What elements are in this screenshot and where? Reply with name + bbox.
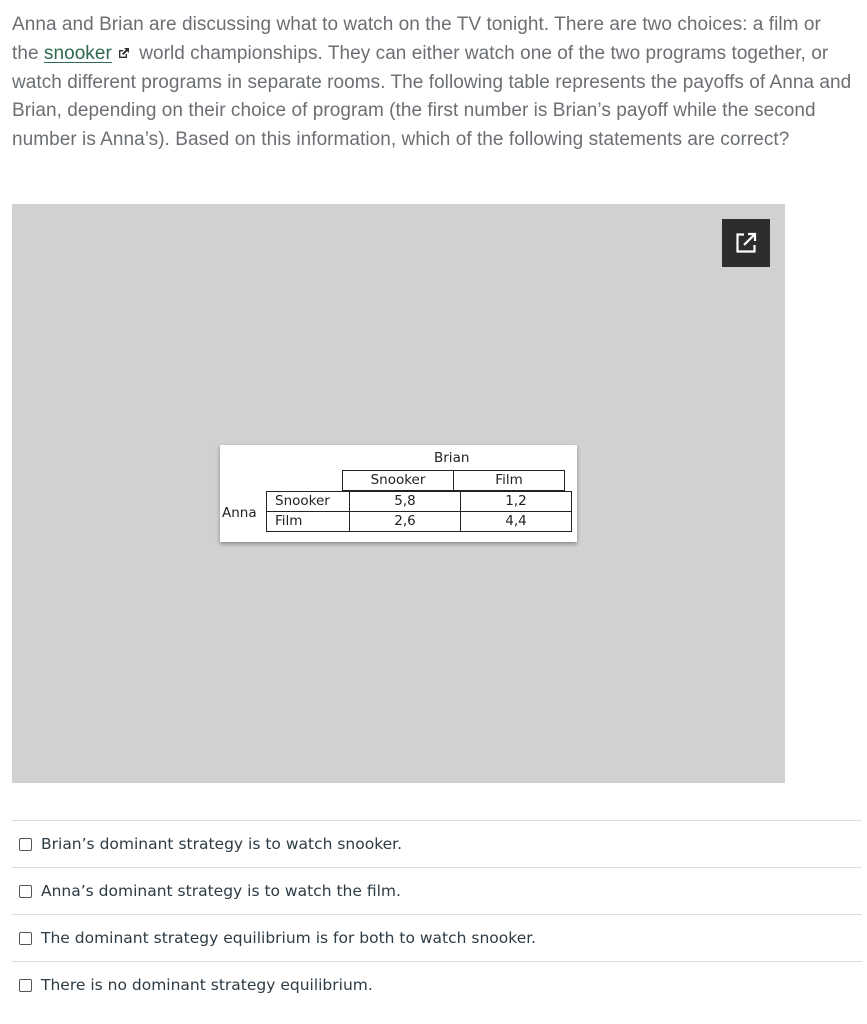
answer-option[interactable] [12, 868, 862, 915]
row-header: Snooker [267, 492, 350, 512]
answer-option[interactable] [12, 821, 862, 868]
column-player-label: Brian [434, 450, 470, 466]
answer-option-label: The dominant strategy equilibrium is for both to watch snooker. [41, 929, 537, 947]
table-row [267, 512, 572, 532]
payoff-header-table [342, 470, 565, 491]
answer-checkbox[interactable] [19, 838, 32, 851]
row-header: Film [267, 512, 350, 532]
answer-option-label: Brian’s dominant strategy is to watch snooker. [41, 835, 403, 853]
open-in-new-icon [733, 230, 759, 256]
answer-checkbox[interactable] [19, 885, 32, 898]
answer-options [12, 820, 862, 1008]
question-text [12, 11, 852, 155]
snooker-link[interactable]: snooker [43, 42, 112, 64]
answer-option-label: There is no dominant strategy equilibrium. [41, 976, 373, 994]
payoff-cell: 4,4 [461, 512, 572, 532]
answer-checkbox[interactable] [19, 979, 32, 992]
payoff-body-table [266, 491, 572, 532]
image-viewer [12, 204, 785, 783]
external-link-icon[interactable] [117, 41, 131, 55]
payoff-cell: 2,6 [350, 512, 461, 532]
payoff-cell: 1,2 [461, 492, 572, 512]
answer-option[interactable] [12, 962, 862, 1008]
open-image-button[interactable] [722, 219, 770, 267]
column-header: Snooker [343, 471, 454, 491]
payoff-cell: 5,8 [350, 492, 461, 512]
answer-option[interactable] [12, 915, 862, 962]
column-header: Film [454, 471, 565, 491]
table-row [267, 492, 572, 512]
answer-checkbox[interactable] [19, 932, 32, 945]
question-text-start: Anna and Brian are discussing what to watch on the TV tonight. There are two choices: a film or the [12, 14, 821, 64]
payoff-table-image [220, 445, 577, 542]
question-text-end: world championships. They can either watch one of the two programs together, or watch different programs in separate rooms. The following table represents the payoffs of Anna and Brian, depending on their choice of program (the first number is Brian’s payoff while the second number is Anna’s). Based on this information, which of the following statements are correct? [12, 42, 852, 151]
answer-option-label: Anna’s dominant strategy is to watch the film. [41, 882, 401, 900]
row-player-label: Anna [222, 505, 257, 521]
